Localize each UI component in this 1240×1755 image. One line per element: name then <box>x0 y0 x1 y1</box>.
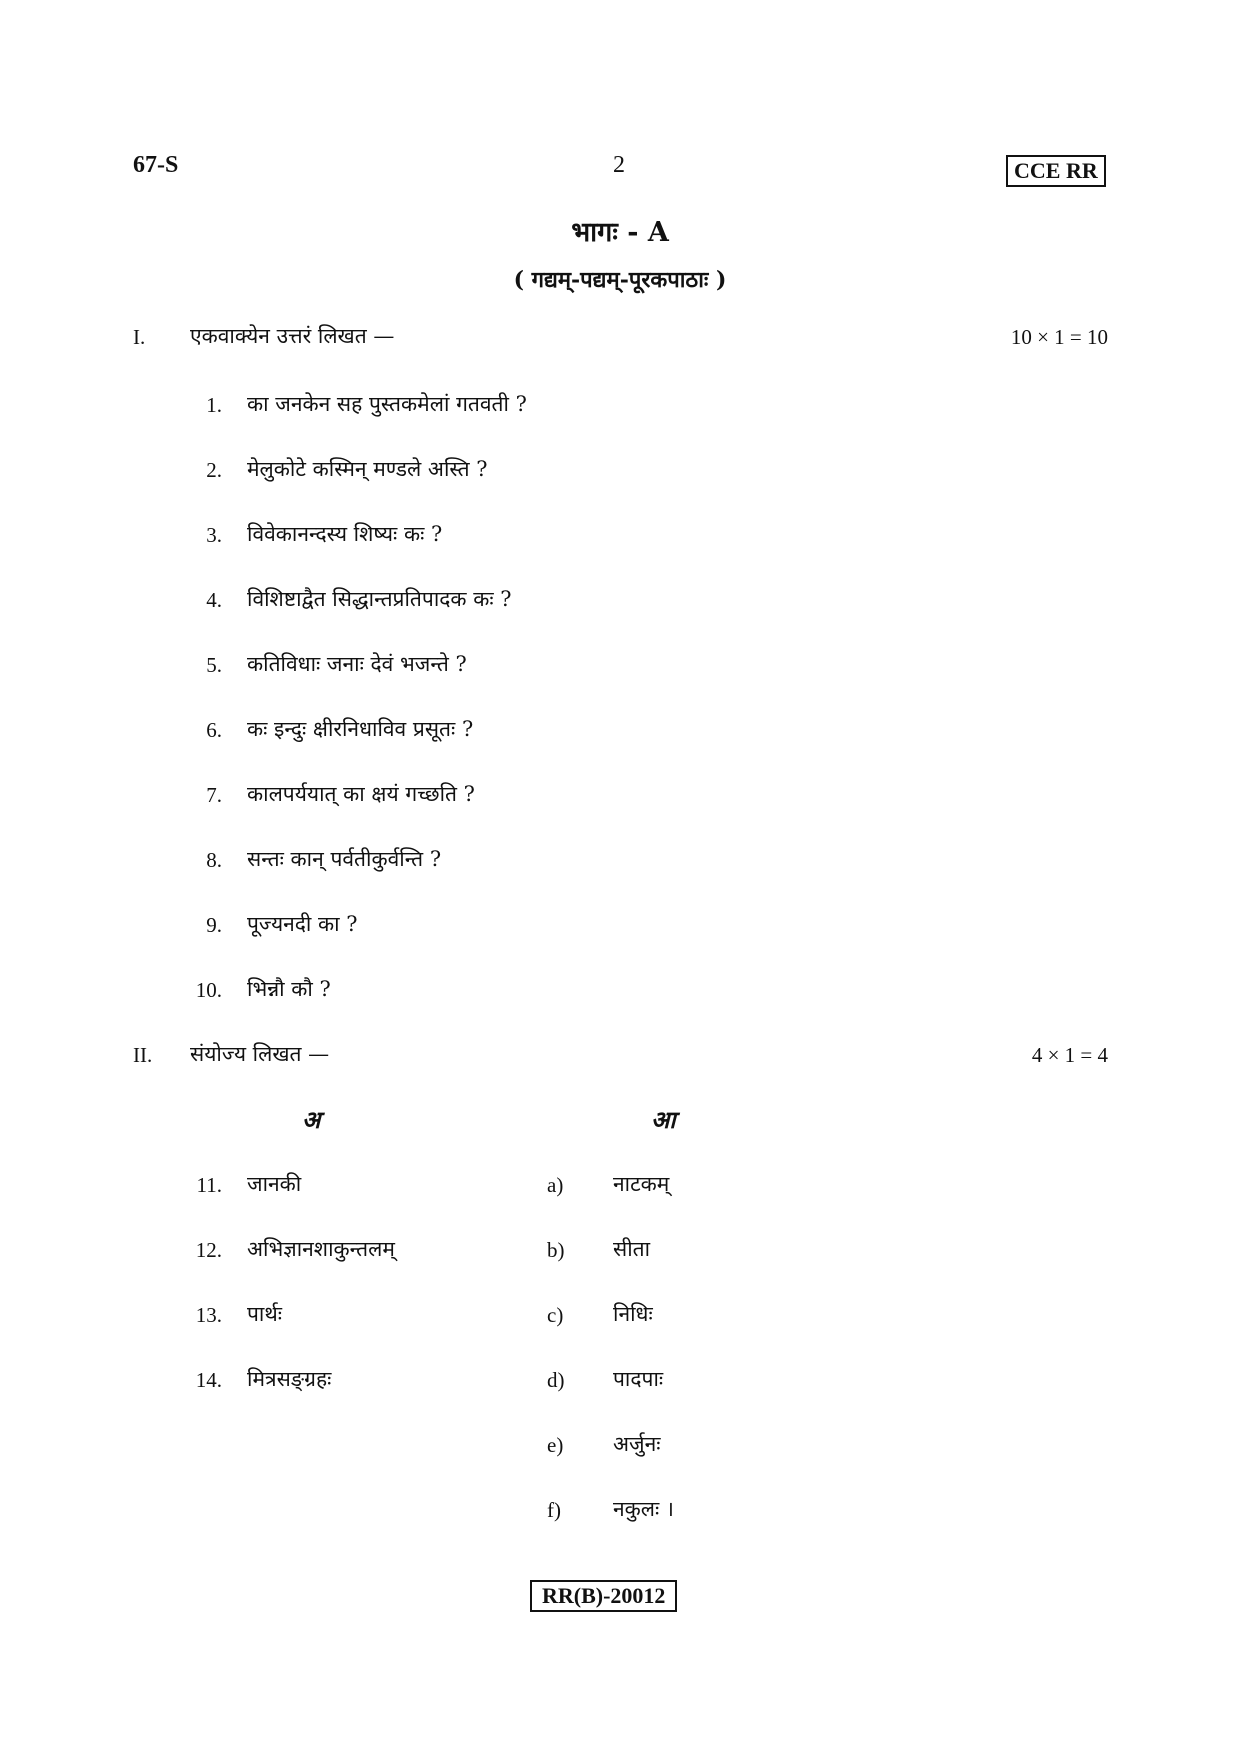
match-right-letter: a) <box>547 1173 564 1197</box>
column-a-heading: अ <box>302 1105 321 1134</box>
match-right-text: अर्जुनः <box>613 1432 661 1456</box>
section-2-number: II. <box>133 1043 153 1067</box>
paper-code: 67-S <box>133 152 179 178</box>
section-2-marks: 4 × 1 = 4 <box>1031 1043 1108 1067</box>
question-text: सन्तः कान् पर्वतीकुर्वन्ति ? <box>247 847 442 871</box>
question-text: कालपर्ययात् का क्षयं गच्छति ? <box>247 782 475 806</box>
section-1-number: I. <box>133 325 146 349</box>
match-left-text: अभिज्ञानशाकुन्तलम् <box>247 1237 395 1261</box>
match-right-text: नाटकम् <box>613 1172 670 1196</box>
match-right-text: नकुलः । <box>613 1497 674 1521</box>
question-text: पूज्यनदी का ? <box>247 912 358 936</box>
question-number: 5. <box>206 653 222 677</box>
match-right-letter: f) <box>547 1498 561 1522</box>
cce-rr-badge: CCE RR <box>1006 155 1106 187</box>
section-2-instruction: संयोज्य लिखत — <box>190 1042 330 1066</box>
match-left-number: 14. <box>195 1368 222 1392</box>
match-right-letter: e) <box>547 1433 564 1457</box>
match-left-number: 12. <box>195 1238 222 1262</box>
question-text: कतिविधाः जनाः देवं भजन्ते ? <box>247 652 467 676</box>
page-number: 2 <box>613 152 625 178</box>
question-text: मेलुकोटे कस्मिन् मण्डले अस्ति ? <box>247 457 488 481</box>
column-b-heading: आ <box>651 1105 676 1134</box>
question-number: 4. <box>206 588 222 612</box>
question-number: 3. <box>206 523 222 547</box>
match-right-text: निधिः <box>613 1302 653 1326</box>
match-left-text: जानकी <box>247 1172 302 1196</box>
question-number: 2. <box>206 458 222 482</box>
match-right-letter: b) <box>547 1238 565 1262</box>
section-1-instruction: एकवाक्येन उत्तरं लिखत — <box>190 324 395 348</box>
question-number: 6. <box>206 718 222 742</box>
question-number: 9. <box>206 913 222 937</box>
part-title: भागः - A <box>571 217 669 248</box>
question-number: 8. <box>206 848 222 872</box>
question-text: कः इन्दुः क्षीरनिधाविव प्रसूतः ? <box>247 717 474 741</box>
question-number: 7. <box>206 783 222 807</box>
footer-paper-code: RR(B)-20012 <box>530 1580 677 1612</box>
question-text: विशिष्टाद्वैत सिद्धान्तप्रतिपादक कः ? <box>247 587 512 611</box>
match-left-text: मित्रसङ्ग्रहः <box>247 1367 332 1391</box>
match-right-letter: d) <box>547 1368 565 1392</box>
match-right-text: पादपाः <box>613 1367 664 1391</box>
match-right-letter: c) <box>547 1303 564 1327</box>
match-left-number: 13. <box>195 1303 222 1327</box>
match-left-text: पार्थः <box>247 1302 283 1326</box>
question-number: 10. <box>195 978 222 1002</box>
part-subtitle: ( गद्यम्-पद्यम्-पूरकपाठाः ) <box>513 267 727 293</box>
question-text: का जनकेन सह पुस्तकमेलां गतवती ? <box>247 392 527 416</box>
question-number: 1. <box>206 393 222 417</box>
match-right-text: सीता <box>613 1237 651 1261</box>
match-left-number: 11. <box>196 1173 222 1197</box>
question-text: भिन्नौ कौ ? <box>247 977 331 1001</box>
question-text: विवेकानन्दस्य शिष्यः कः ? <box>247 522 443 546</box>
section-1-marks: 10 × 1 = 10 <box>1010 325 1108 349</box>
